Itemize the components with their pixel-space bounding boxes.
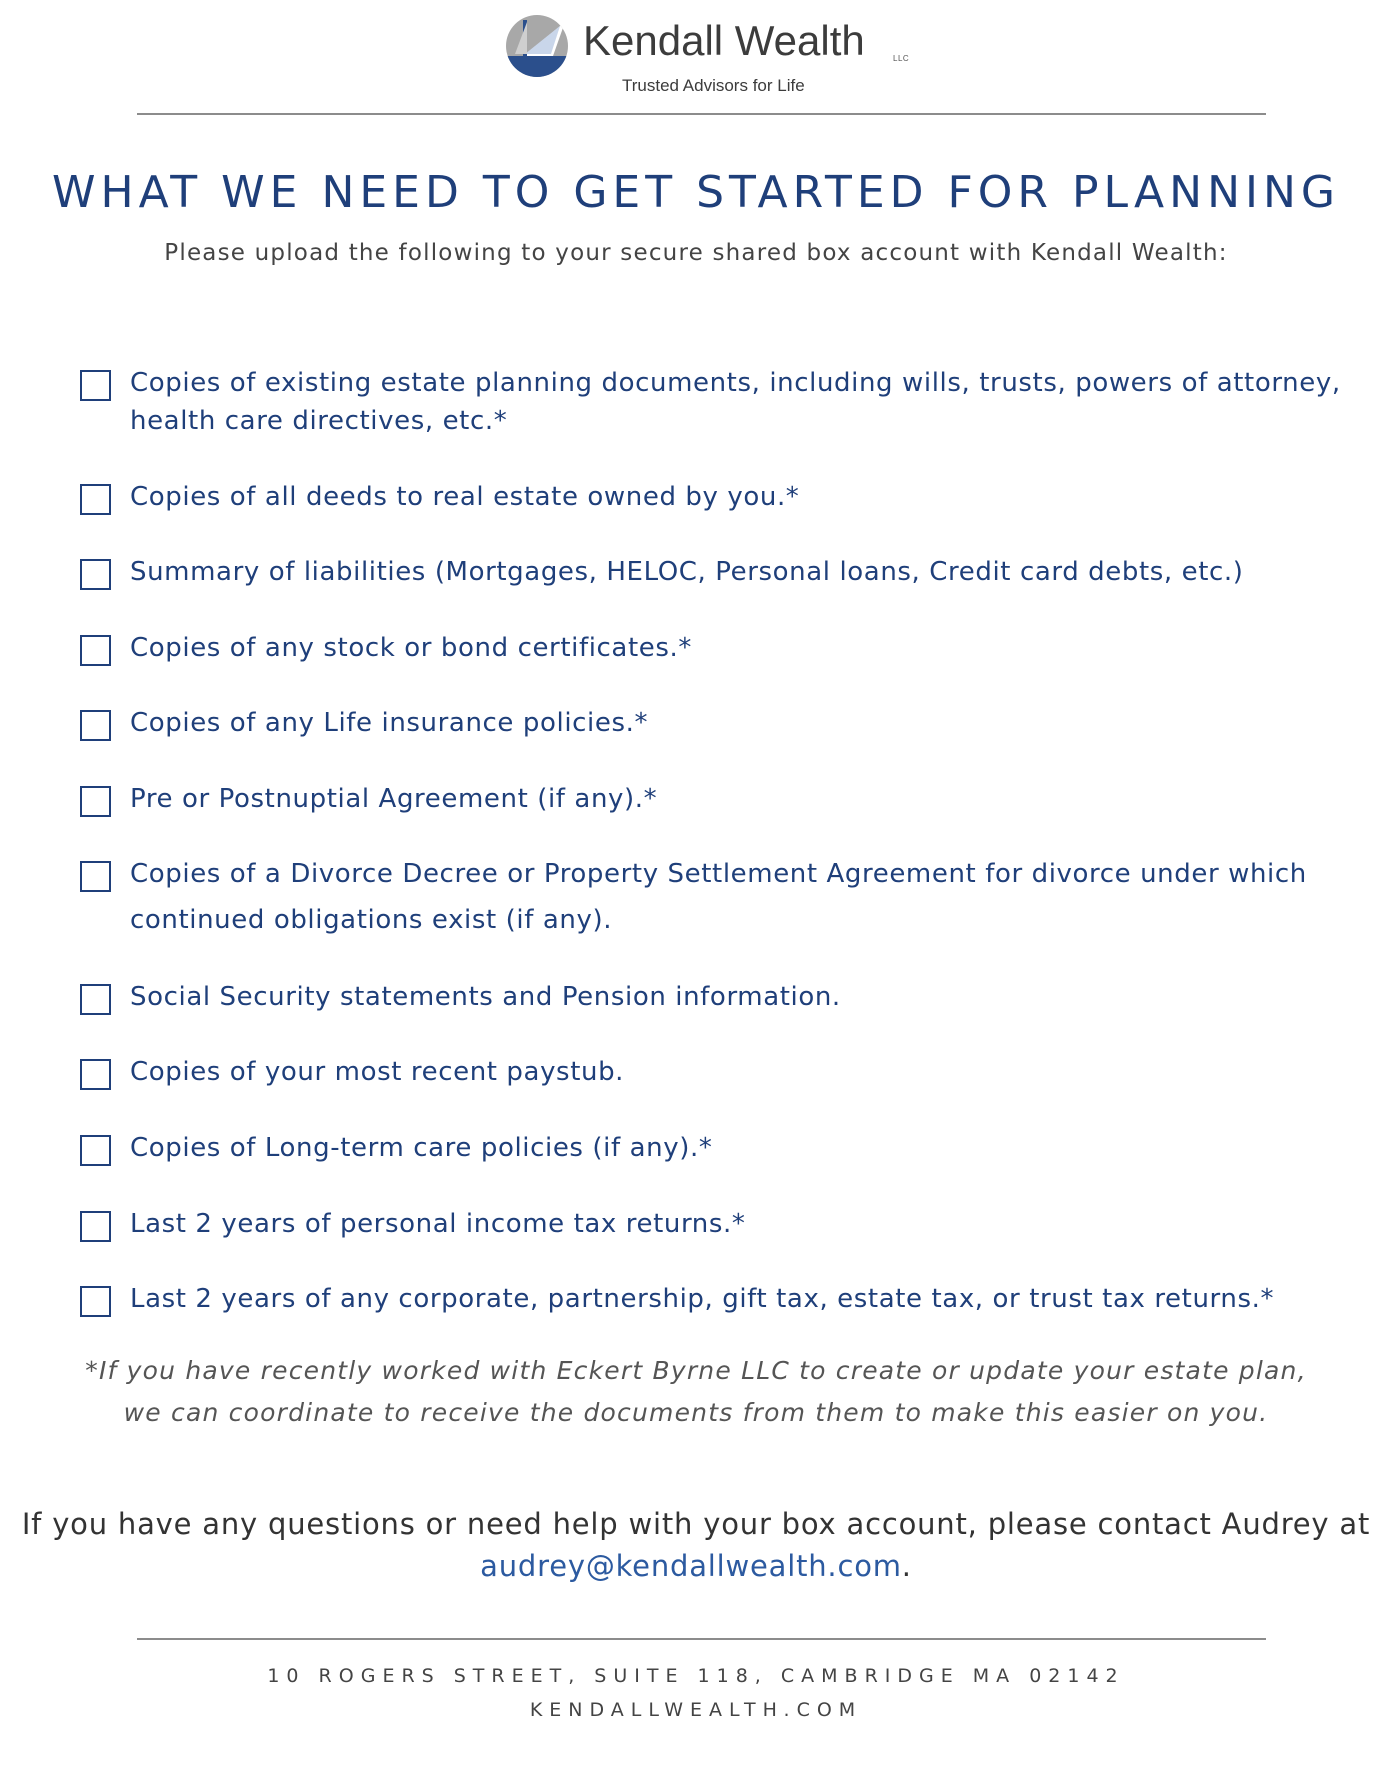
footnote: *If you have recently worked with Eckert Byrne LLC to create or update your estate plan, we can coordinate to receive the documents from them to make this easier on you. — [85, 1356, 1307, 1427]
checklist-item-label: Copies of any Life insurance policies.* — [130, 708, 649, 738]
checkbox[interactable] — [80, 370, 111, 401]
checkbox[interactable] — [80, 786, 111, 817]
checklist-item-label: Copies of Long-term care policies (if any).* — [130, 1133, 713, 1163]
checkbox[interactable] — [80, 1211, 111, 1242]
checkbox[interactable] — [80, 484, 111, 515]
checklist-item-label: Copies of all deeds to real estate owned by you.* — [130, 482, 800, 512]
checklist-item-label: Copies of existing estate planning documents, including wills, trusts, powers of attorney, health care directives, etc.* — [130, 368, 1341, 436]
checkbox[interactable] — [80, 710, 111, 741]
checkbox[interactable] — [80, 635, 111, 666]
checkbox[interactable] — [80, 861, 111, 892]
brand-name: Kendall Wealth — [583, 17, 865, 64]
brand-tagline: Trusted Advisors for Life — [622, 76, 805, 95]
contact-email-link[interactable]: audrey@kendallwealth.com — [480, 1549, 902, 1583]
checklist-item-label: Copies of your most recent paystub. — [130, 1057, 625, 1087]
brand-suffix: LLC — [893, 54, 910, 63]
checklist-item-label: Social Security statements and Pension information. — [130, 982, 841, 1012]
footer-divider — [137, 1638, 1266, 1640]
checkbox[interactable] — [80, 559, 111, 590]
checkbox[interactable] — [80, 1059, 111, 1090]
checkbox[interactable] — [80, 984, 111, 1015]
page-title: WHAT WE NEED TO GET STARTED FOR PLANNING — [52, 167, 1340, 219]
checkbox[interactable] — [80, 1135, 111, 1166]
checklist-item-label: Last 2 years of personal income tax returns.* — [130, 1209, 746, 1239]
checklist-item-label: Copies of a Divorce Decree or Property Settlement Agreement for divorce under which continued obligations exist (if any). — [130, 859, 1307, 935]
checklist-item-label: Pre or Postnuptial Agreement (if any).* — [130, 784, 658, 814]
footer-address: 10 ROGERS STREET, SUITE 118, CAMBRIDGE MA 02142 — [267, 1665, 1125, 1687]
contact-section: If you have any questions or need help with your box account, please contact Audrey at audrey@kendallwealth.com. — [0, 1503, 1392, 1587]
checklist-item-label: Last 2 years of any corporate, partnership, gift tax, estate tax, or trust tax returns.* — [130, 1284, 1275, 1314]
checklist-item-label: Copies of any stock or bond certificates.* — [130, 633, 692, 663]
footer-website: KENDALLWEALTH.COM — [529, 1699, 863, 1721]
intro-text: Please upload the following to your secure shared box account with Kendall Wealth: — [164, 240, 1228, 266]
contact-text: If you have any questions or need help with your box account, please contact Audrey at — [21, 1507, 1371, 1541]
checklist-item-label: Summary of liabilities (Mortgages, HELOC, Personal loans, Credit card debts, etc.) — [130, 557, 1244, 587]
checkbox[interactable] — [80, 1286, 111, 1317]
